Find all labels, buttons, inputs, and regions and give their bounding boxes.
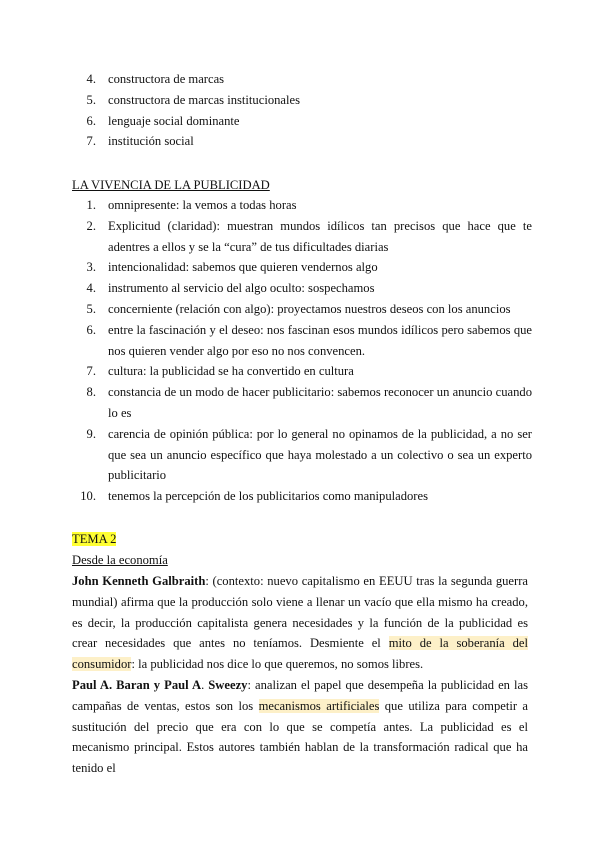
highlighted-text: mecanismos artificiales xyxy=(258,698,380,713)
list-top xyxy=(72,69,532,152)
list-item: 6. entre la fascinación y el deseo: nos fascinan esos mundos idílicos pero sabemos que nos quieren vender algo por eso no nos convencen. xyxy=(86,322,532,358)
paragraph-baran-sweezy: Paul A. Baran y Paul A. Sweezy: analizan el papel que desempeña la publicidad en las campañas de ventas, estos son los mecanismos artificiales que utiliza para competir a sustitución del precio que era con lo que se competía antes. La publicidad es el mecanismo principal. Estos autores también hablan de la transformación radical que ha tenido el xyxy=(72,678,529,776)
list-item: 8. constancia de un modo de hacer publicitario: sabemos reconocer un anuncio cuando lo es xyxy=(86,385,532,420)
list-item: 7. cultura: la publicidad se ha convertido en cultura xyxy=(86,364,354,379)
highlighted-text: mito de la soberanía del consumidor xyxy=(72,636,528,672)
list-item: 10. tenemos la percepción de los publicitarios como manipuladores xyxy=(80,489,428,504)
list-item: 4. constructora de marcas xyxy=(86,72,225,86)
tema-highlight: TEMA 2 xyxy=(72,532,117,546)
list-item: 3. intencionalidad: sabemos que quieren vendernos algo xyxy=(86,260,378,275)
author-name: Sweezy xyxy=(208,678,248,692)
paragraph-galbraith: John Kenneth Galbraith: (contexto: nuevo capitalismo en EEUU tras la segunda guerra mundial) afirma que la producción solo viene a llenar un vacío que ella mismo ha creado, es decir, la producción capitalista genera necesidades y la función de la publicidad es crear necesidades que antes no teníamos. Desmiente el mito de la soberanía del consumidor: la publicidad nos dice lo que queremos, no somos libres. xyxy=(72,574,528,672)
subheading: Desde la economía xyxy=(72,553,168,567)
list-item: 4. instrumento al servicio del algo oculto: sospechamos xyxy=(86,281,375,296)
list-item: 7. institución social xyxy=(86,134,194,149)
author-name: Paul A. Baran y Paul A xyxy=(72,678,202,692)
list-item: 1. omnipresente: la vemos a todas horas xyxy=(86,198,297,212)
author-name: John Kenneth Galbraith xyxy=(72,574,206,588)
tema-heading xyxy=(72,529,116,550)
list-item: 2. Explicitud (claridad): muestran mundos idílicos tan precisos que hace que te adentres a ellos y se la “cura” de tus dificultades diarias xyxy=(86,218,532,254)
list-vivencia xyxy=(72,195,532,507)
list-item: 5. constructora de marcas institucionales xyxy=(86,92,300,107)
section-heading: LA VIVENCIA DE LA PUBLICIDAD xyxy=(72,178,270,192)
list-item: 6. lenguaje social dominante xyxy=(86,113,240,128)
list-item: 5. concerniente (relación con algo): proyectamos nuestros deseos con los anuncios xyxy=(86,301,511,316)
list-item: 9. carencia de opinión pública: por lo general no opinamos de la publicidad, a no ser que sea un anuncio específico que haya molestado a un colectivo o sea un experto publicitario xyxy=(86,426,532,483)
